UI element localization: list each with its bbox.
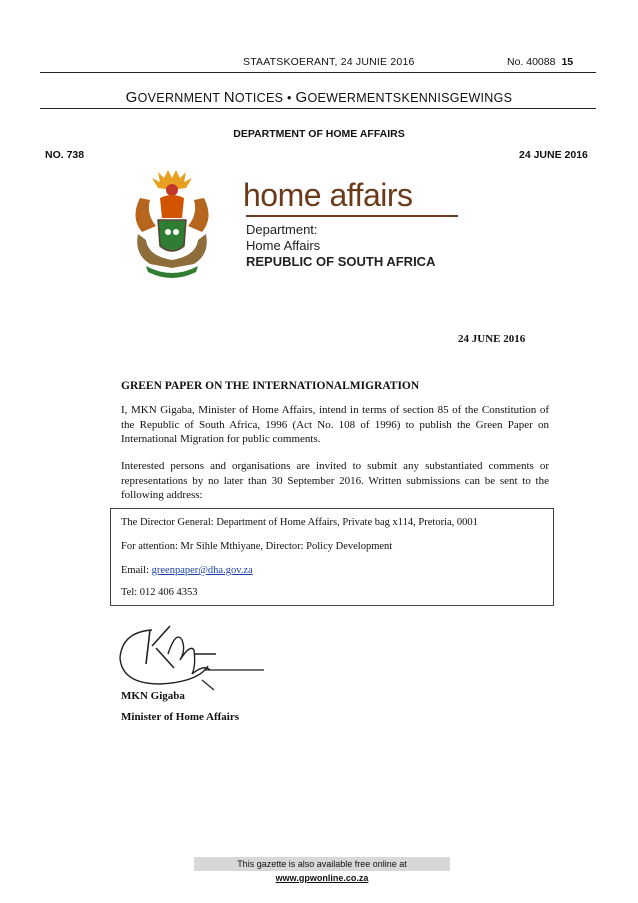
page-number: 15 <box>561 56 574 68</box>
email-link[interactable]: greenpaper@dha.gov.za <box>151 565 253 576</box>
gazette-header: STAATSKOERANT, 24 JUNIE 2016 <box>243 56 415 68</box>
footer-note: This gazette is also available free online at www.gpwonline.co.za <box>194 857 450 871</box>
coat-of-arms-icon <box>120 168 225 280</box>
notice-number: NO. 738 <box>45 149 85 161</box>
notice-date: 24 JUNE 2016 <box>519 149 588 161</box>
section-rule <box>40 108 596 109</box>
brand-name: home affairs <box>243 177 413 213</box>
section-heading: GOVERNMENT NOTICES • GOEWERMENTSKENNISGEWINGS <box>125 89 513 106</box>
footer-link[interactable]: www.gpwonline.co.za <box>275 873 369 883</box>
letterhead-department: Department: Home Affairs <box>246 222 321 253</box>
letterhead-republic: REPUBLIC OF SOUTH AFRICA <box>246 254 436 269</box>
brand-divider <box>246 215 458 217</box>
tel-line: Tel: 012 406 4353 <box>121 587 198 598</box>
address-line: The Director General: Department of Home Affairs, Private bag x114, Pretoria, 0001 <box>121 517 478 528</box>
department-title: DEPARTMENT OF HOME AFFAIRS <box>233 128 405 140</box>
letter-paragraph-2: Interested persons and organisations are invited to submit any substantiated comments or representations by no later than 30 September 2016. Written submissions can be sent to the following address: <box>121 460 549 501</box>
letter-title: GREEN PAPER ON THE INTERNATIONALMIGRATION <box>121 380 420 392</box>
email-line: Email: greenpaper@dha.gov.za <box>121 565 253 576</box>
letter-date: 24 JUNE 2016 <box>458 333 526 345</box>
address-box <box>110 508 554 606</box>
signatory-name: MKN Gigaba <box>121 690 185 702</box>
header-rule <box>40 72 596 73</box>
signatory-title: Minister of Home Affairs <box>121 711 240 723</box>
gazette-number-text: No. 40088 <box>507 56 556 68</box>
attention-line: For attention: Mr Sihle Mthiyane, Director: Policy Development <box>121 541 393 552</box>
signature-icon <box>112 610 272 694</box>
gazette-number <box>507 56 573 68</box>
letter-paragraph-1: I, MKN Gigaba, Minister of Home Affairs, intend in terms of section 85 of the Constitution of the Republic of South Africa, 1996 (Act No. 108 of 1996) to publish the Green Paper on International Migration for public comments. <box>121 404 549 445</box>
